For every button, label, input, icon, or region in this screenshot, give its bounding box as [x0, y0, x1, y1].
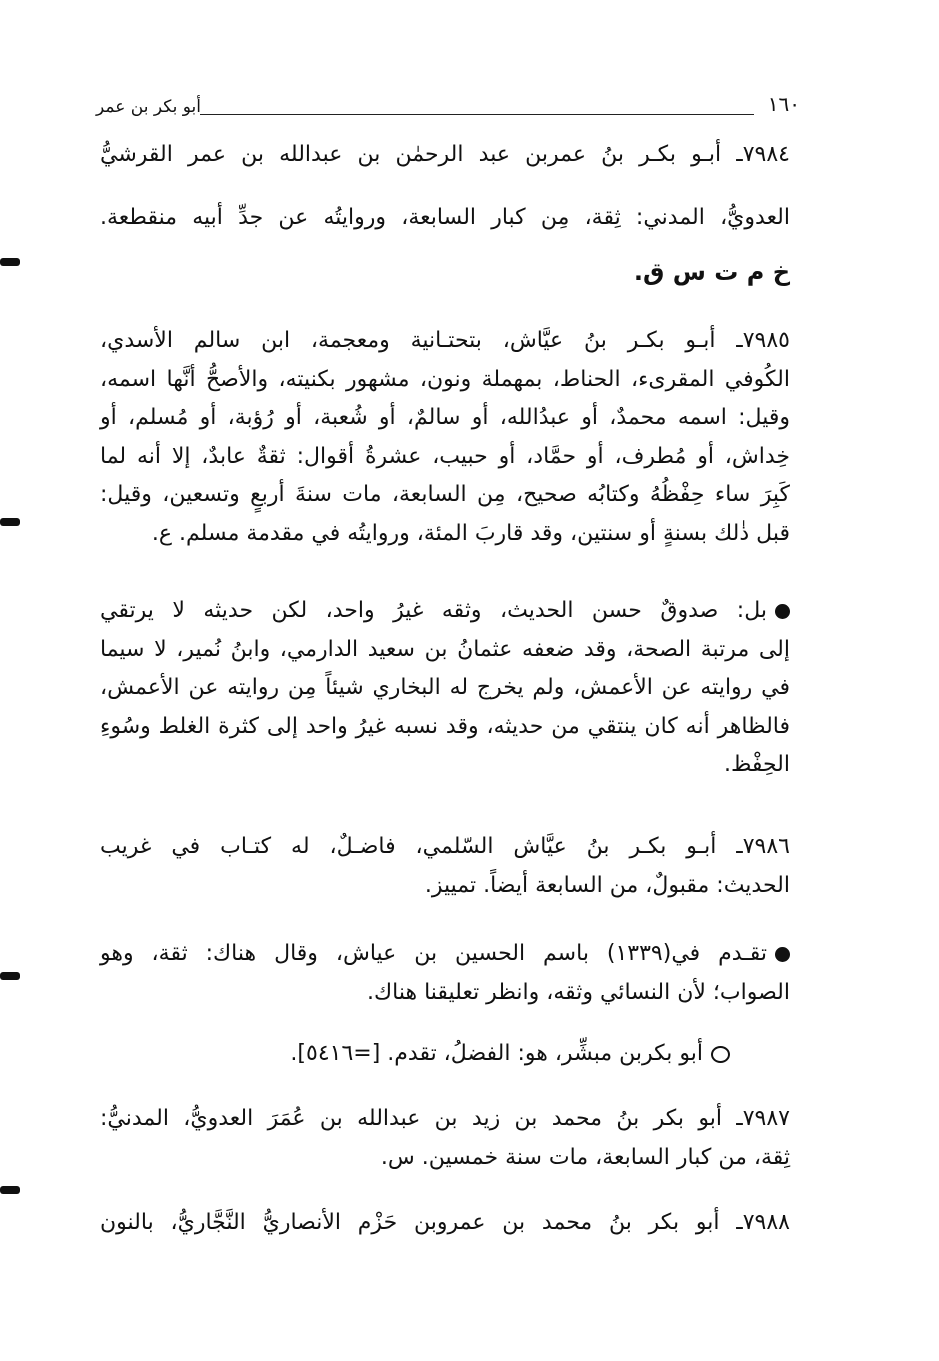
scan-edge-mark: [0, 1186, 20, 1194]
entry-line: ٧٩٨٧ـ أبو بكر بنُ محمد بن زيد بن عبدالله بن عُمَرَ العدويُّ، المدنيُّ:: [100, 1106, 790, 1131]
entry-symbols: خ م ت س ق.: [633, 258, 790, 286]
entry-line: ٧٩٨٥ـ أبـو بكـر بنُ عيَّاش، بتحتـانية ومعجمة، ابن سالم الأسدي،: [100, 328, 790, 353]
entry-line: ٧٩٨٦ـ أبـو بكـر بنُ عيَّاش السّلمي، فاضـلٌ، له كتـاب في غريب: [100, 834, 790, 859]
commentary-line: فالظاهر أنه كان ينتقي من حديثه، وقد نسبه غيرُ واحد إلى كثرة الغلط وسُوءِ: [100, 713, 790, 739]
cross-reference: [100, 1035, 790, 1074]
entry-line: العدويُّ، المدني: ثِقة، مِن كبار السابعة، وروايتُه عن جدِّ أبيه منقطعة.: [100, 204, 790, 230]
entry-line: وقيل: اسمه محمدٌ، أو عبدُالله، أو سالمٌ، أو شُعبة، أو رُؤبة، أو مُسلم، أو: [100, 405, 790, 430]
circle-icon: [711, 1046, 730, 1063]
scan-edge-mark: [0, 258, 20, 266]
entry-line: الكُوفي المقرىء، الحناط، بمهملة ونون، مشهور بكنيته، والأصحُّ أنَّها اسمه،: [100, 366, 790, 392]
commentary-line: تقـدم في(١٣٣٩) باسم الحسين بن عياش، وقال هناك: ثقة، وهو: [100, 935, 790, 974]
running-title: أبو بكر بن عمر: [96, 97, 201, 117]
entry-line: ٧٩٨٨ـ أبو بكر بنُ محمد بن عمروبن حَزْم الأنصاريُّ النَّجَّاريُّ، بالنون: [100, 1210, 790, 1235]
bullet-icon: [775, 604, 790, 619]
commentary-line: في روايته عن الأعمش، ولم يخرج له البخاري شيئاً مِن روايته عن الأعمش،: [100, 675, 790, 700]
commentary-line: الصواب؛ لأن النسائي وثقه، وانظر تعليقنا هناك.: [367, 979, 790, 1005]
entry-7984: [100, 136, 790, 292]
commentary-line: إلى مرتبة الصحة، وقد ضعفه عثمانُ بن سعيد الدارمي، وابنُ نُمير، لا سيما: [100, 636, 790, 662]
entry-line: كَبِرَ ساء حِفْظُهُ وكتابُه صحيح، مِن السابعة، مات سنةَ أربعٍ وتسعين، وقيل:: [100, 482, 790, 507]
scan-edge-mark: [0, 972, 20, 980]
bullet-icon: [775, 947, 790, 962]
entry-7986: [100, 828, 790, 905]
commentary-line: بل: صدوقٌ حسن الحديث، وثقه غيرُ واحد، لكن حديثه لا يرتقي: [100, 592, 790, 631]
entry-7988: [100, 1204, 790, 1243]
running-header: [96, 92, 800, 126]
commentary-line: الحِفْظ.: [723, 752, 790, 777]
entry-line: خِداش، أو مُطرف، أو حمَّاد، أو حبيب، عشرةُ أقوال: ثقةٌ عابدٌ، إلا أنه لما: [100, 443, 790, 469]
entry-7987: [100, 1100, 790, 1177]
commentary-7986: [100, 935, 790, 1012]
page-number: ١٦٠: [767, 92, 800, 116]
header-rule: [200, 114, 754, 115]
scan-edge-mark: [0, 518, 20, 526]
entry-line: ٧٩٨٤ـ أبـو بكـر بنُ عمربن عبد الرحمٰن بن عبدالله بن عمر القرشيُّ: [100, 142, 790, 167]
cross-reference-line: أبو بكربن مبشِّر، هو: الفضلُ، تقدم. [=٥٤١٦].: [100, 1035, 730, 1074]
entry-line: الحديث: مقبولٌ، من السابعة أيضاً. تمييز.: [424, 872, 790, 898]
entry-line: قبل ذٰلك بسنةٍ أو سنتين، وقد قاربَ المئة، وروايتُه في مقدمة مسلم. ع.: [151, 520, 790, 546]
commentary-7985: [100, 592, 790, 785]
entry-7985: [100, 322, 790, 553]
entry-line: ثِقة، من كبار السابعة، مات سنة خمسين. س.: [380, 1144, 790, 1170]
